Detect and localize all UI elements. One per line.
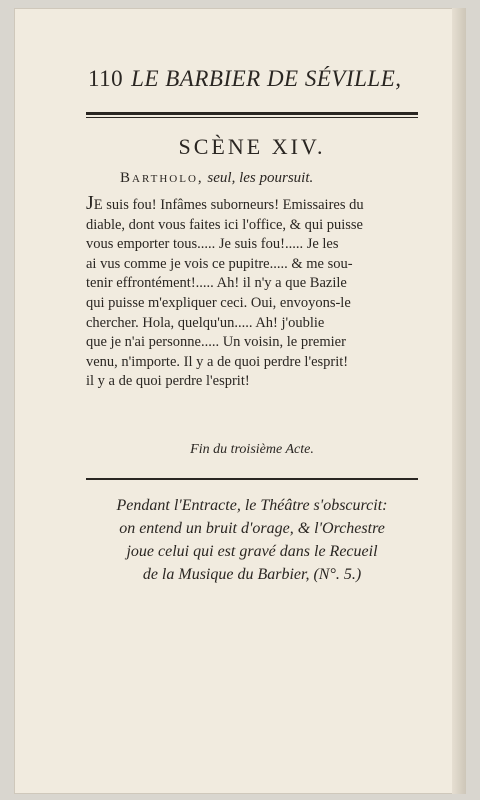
entracte-line: joue celui qui est gravé dans le Recueil <box>126 543 378 560</box>
entracte-line: on entend un bruit d'orage, & l'Orchestre <box>119 520 385 537</box>
speech-line: qui puisse m'expliquer ceci. Oui, envoyons-le <box>86 294 351 311</box>
entracte-line: Pendant l'Entracte, le Théâtre s'obscurcit: <box>116 497 388 514</box>
entracte-line: de la Musique du Barbier, (N°. 5.) <box>142 566 362 583</box>
speech-line: il y a de quoi perdre l'esprit! <box>86 373 250 390</box>
section-rule <box>86 478 418 480</box>
character-name: Bartholo, <box>120 170 204 186</box>
speech-line: diable, dont vous faites ici l'office, & qui puisse <box>86 216 363 233</box>
speech-line: JE suis fou! Infâmes suborneurs! Emissaires du <box>86 192 364 214</box>
speech-line: tenir effrontément!..... Ah! il n'y a que Bazile <box>86 275 347 292</box>
drop-initial: J <box>86 192 94 214</box>
speech-text <box>86 194 418 392</box>
speech-line: ai vus comme je vois ce pupitre..... & me sou- <box>86 255 353 272</box>
stage-direction: seul, les poursuit. <box>207 170 314 186</box>
page-number: 110 <box>88 66 124 91</box>
act-end: Fin du troisième Acte. <box>190 442 314 457</box>
running-header <box>88 66 420 92</box>
running-title: LE BARBIER DE SÉVILLE, <box>131 66 402 91</box>
book-page <box>14 8 466 794</box>
speech-line: venu, n'importe. Il y a de quoi perdre l'esprit! <box>86 353 349 370</box>
character-line <box>120 170 420 187</box>
entracte-note <box>86 494 418 586</box>
header-rule-thick <box>86 112 418 115</box>
speech-line: vous emporter tous..... Je suis fou!..... Je les <box>86 236 339 253</box>
scene-title: SCÈNE XIV. <box>178 134 326 159</box>
page-gutter <box>452 8 466 794</box>
speech-line: chercher. Hola, quelqu'un..... Ah! j'oublie <box>86 314 325 331</box>
speech-line: que je n'ai personne..... Un voisin, le premier <box>86 334 346 351</box>
header-rule-thin <box>86 117 418 118</box>
